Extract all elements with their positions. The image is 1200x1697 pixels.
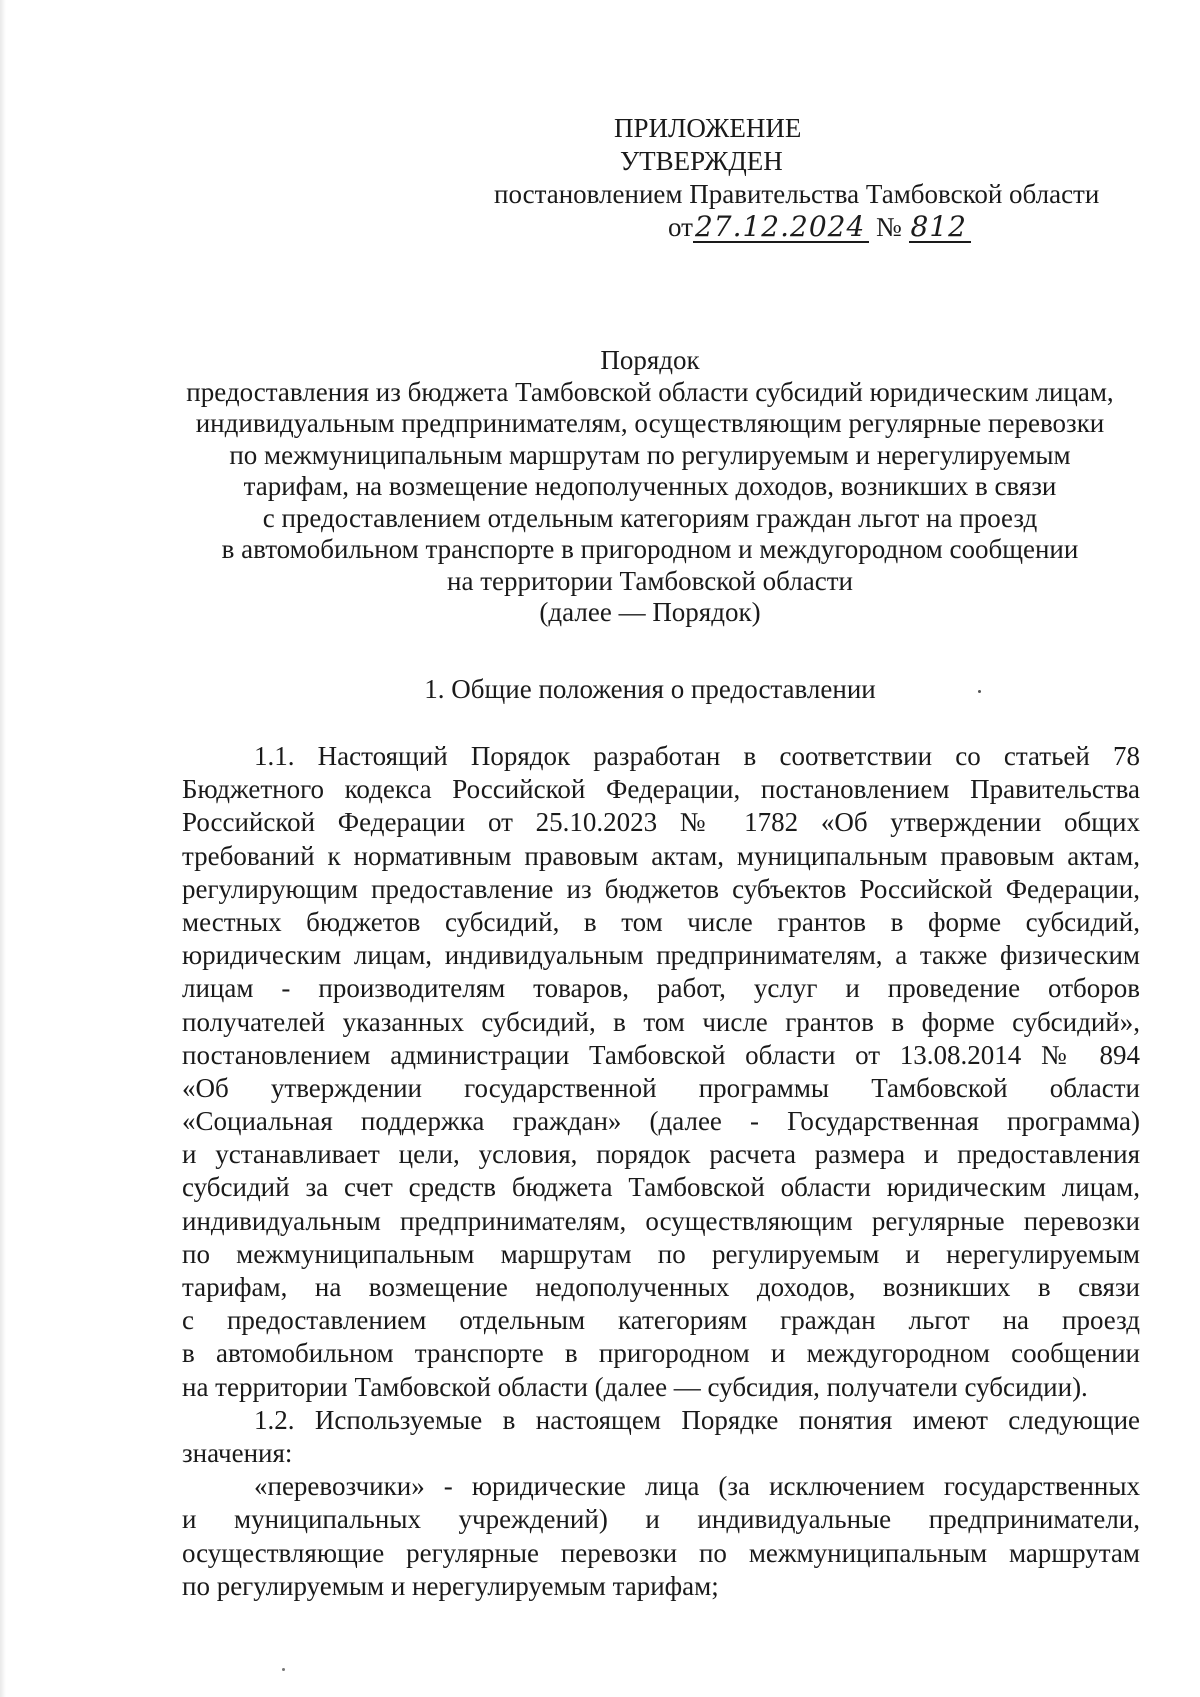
- title-line: Порядок: [600, 345, 700, 375]
- text-line: лицам - производителям товаров, работ, услуг и проведение отборов: [182, 973, 1140, 1004]
- text-line: значения:: [182, 1437, 293, 1468]
- definition-carriers: [182, 1470, 1140, 1603]
- text-line: на территории Тамбовской области (далее — субсидия, получатели субсидии).: [182, 1371, 1088, 1402]
- scan-speck: [978, 690, 981, 693]
- text-line: «Социальная поддержка граждан» (далее - Государственная программа): [182, 1106, 1140, 1137]
- title-line: (далее — Порядок): [539, 597, 761, 627]
- title-line: на территории Тамбовской области: [447, 565, 853, 596]
- title-line: по межмуниципальным маршрутам по регулируемым и нерегулируемым: [229, 439, 1071, 470]
- title-line: тарифам, на возмещение недополученных доходов, возникших в связи: [243, 471, 1057, 501]
- title-line: в автомобильном транспорте в пригородном и междугородном сообщении: [221, 534, 1079, 564]
- text-line: и муниципальных учреждений) и индивидуальные предприниматели,: [182, 1504, 1140, 1535]
- text-line: постановлением администрации Тамбовской области от 13.08.2014 № 894: [182, 1039, 1140, 1070]
- approved-label: УТВЕРЖДЕН: [620, 146, 783, 176]
- title-line: предоставления из бюджета Тамбовской области субсидий юридическим лицам,: [186, 376, 1114, 407]
- handwritten-number: 812: [909, 213, 971, 243]
- text-line: индивидуальным предпринимателям, осуществляющим регулярные перевозки: [182, 1205, 1140, 1236]
- text-line: и устанавливает цели, условия, порядок расчета размера и предоставления: [182, 1139, 1140, 1170]
- text-line: в автомобильном транспорте в пригородном и междугородном сообщении: [182, 1338, 1140, 1369]
- paragraph-1-1: [182, 740, 1140, 1404]
- paragraph-1-2: [182, 1404, 1140, 1470]
- scan-edge: [0, 0, 6, 1697]
- document-title: [170, 345, 1130, 629]
- handwritten-date: 27.12.2024: [693, 213, 869, 243]
- section-heading: 1. Общие положения о предоставлении: [424, 674, 876, 704]
- text-line: по межмуниципальным маршрутам по регулируемым и нерегулируемым: [182, 1238, 1140, 1269]
- text-line: юридическим лицам, индивидуальным предпринимателям, а также физическим: [182, 940, 1140, 971]
- text-line: местных бюджетов субсидий, в том числе грантов в форме субсидий,: [182, 906, 1140, 937]
- approval-header: [470, 112, 1150, 244]
- approved-by-line: постановлением Правительства Тамбовской области: [494, 179, 1100, 209]
- text-line: 1.2. Используемые в настоящем Порядке понятия имеют следующие: [254, 1404, 1140, 1435]
- text-line: тарифам, на возмещение недополученных доходов, возникших в связи: [182, 1272, 1140, 1302]
- text-line: «Об утверждении государственной программы Тамбовской области: [182, 1072, 1140, 1103]
- number-sign: №: [876, 212, 902, 242]
- text-line: требований к нормативным правовым актам, муниципальным правовым актам,: [182, 840, 1140, 871]
- text-line: с предоставлением отдельным категориям граждан льгот на проезд: [182, 1305, 1140, 1336]
- text-line: Бюджетного кодекса Российской Федерации, постановлением Правительства: [182, 774, 1140, 805]
- appendix-label: ПРИЛОЖЕНИЕ: [614, 113, 802, 143]
- text-line: осуществляющие регулярные перевозки по межмуниципальным маршрутам: [182, 1537, 1140, 1568]
- date-prefix: от: [668, 212, 693, 242]
- title-line: индивидуальным предпринимателям, осуществляющим регулярные перевозки: [195, 408, 1105, 438]
- date-number-line: [668, 211, 1200, 244]
- document-body: [182, 740, 1140, 1603]
- text-line: получателей указанных субсидий, в том числе грантов в форме субсидий»,: [182, 1006, 1140, 1037]
- scan-speck: [282, 1668, 285, 1671]
- text-line: «перевозчики» - юридические лица (за исключением государственных: [254, 1471, 1140, 1502]
- text-line: по регулируемым и нерегулируемым тарифам;: [182, 1570, 719, 1601]
- text-line: 1.1. Настоящий Порядок разработан в соответствии со статьей 78: [254, 741, 1140, 771]
- text-line: регулирующим предоставление из бюджетов субъектов Российской Федерации,: [182, 873, 1140, 904]
- text-line: субсидий за счет средств бюджета Тамбовской области юридическим лицам,: [182, 1172, 1140, 1203]
- title-line: с предоставлением отдельным категориям граждан льгот на проезд: [262, 502, 1038, 533]
- text-line: Российской Федерации от 25.10.2023 № 1782 «Об утверждении общих: [182, 807, 1140, 838]
